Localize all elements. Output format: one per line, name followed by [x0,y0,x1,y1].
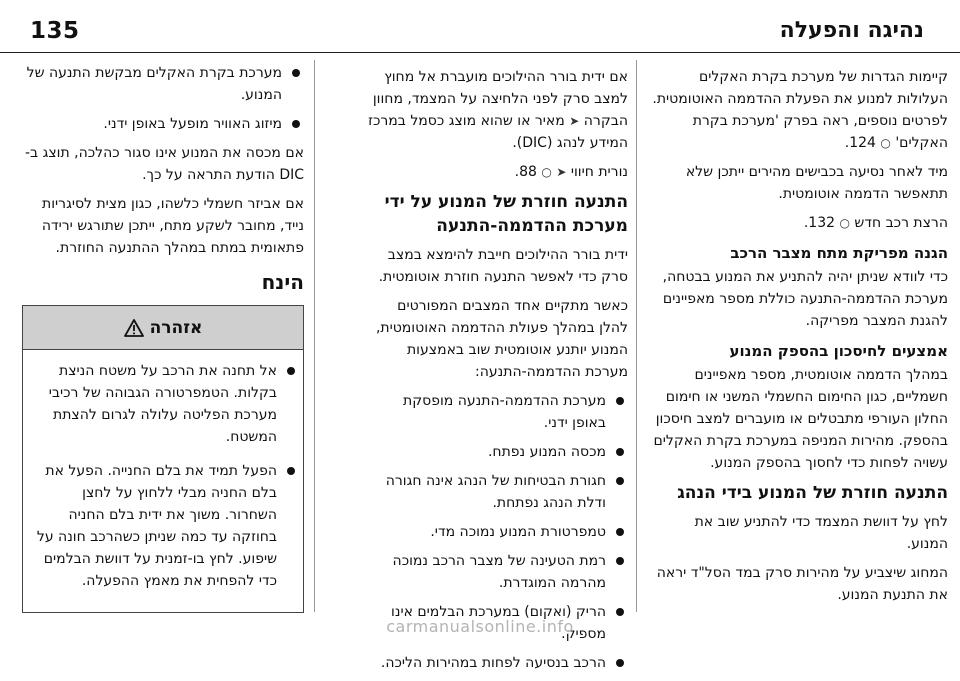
middle-column [366,66,628,681]
battery-protection-heading: הגנה מפריקת מתח מצבר הרכב [730,244,948,262]
power-saving-paragraph: במהלך הדממה אוטומטית, מספר מאפיינים חשמליים, כגון החימום החשמלי המשני או חימום החלון העורפי מתבטלים או מועברים למצב חיסכון בהספק. מהירות המניפה במערכת בקרת האקלים עשויה לפחות כדי לחסוך בהספק המנוע. [653,367,948,471]
section-title: נהיגה והפעלה [779,18,924,43]
bullet-icon [287,367,295,375]
list-item: הריק (ואקום) במערכת הבלמים אינו מספיק. [366,601,628,645]
neutral-paragraph: ידית בורר ההילוכים חייבת להימצא במצב סרק כדי לאפשר התנעה חוזרת אוטומטית. [378,247,628,285]
page-header [0,0,960,52]
warning-triangle-icon [124,319,144,337]
header-rule [0,52,960,53]
list-item: הפעל תמיד את בלם החנייה. הפעל את בלם החניה מבלי ללחוץ על לחצן השחרור. משוך את ידית בלם החניה בחוזקה עד כמה שניתן כשהרכב חונה על שיפוע. לחץ בו-זמנית על דוושת הבלמים כדי להפחית את מאמץ ההפעלה. [29,460,299,592]
bullet-icon [292,120,300,128]
list-item: מערכת ההדממה-התנעה מופסקת באופן ידני. [366,390,628,434]
auto-stop-icon: ➤ [556,165,567,179]
parking-heading: הינח [261,270,304,294]
list-item: מיזוג האוויר מופעל באופן ידני. [22,113,304,135]
battery-protection-paragraph: כדי לוודא שניתן יהיה להתניע את המנוע בבטחה, מערכת ההדממה-התנעה כוללת מספר מאפיינים להגנת המצבר מפריקה. [662,269,948,329]
warning-box [22,305,304,613]
hood-paragraph: אם מכסה את המנוע אינו סגור כהלכה, תוצג ב-DIC הודעת התראה על כך. [24,145,304,183]
highway-paragraph: מיד לאחר נסיעה בכבישים מהירים ייתכן שלא תתאפשר הדממה אוטומטית. [685,164,948,202]
bullet-icon [616,557,624,565]
warning-body [23,350,303,612]
gear-lever-paragraph: אם ידית בורר ההילוכים מועברת אל מחוץ למצב סרק לפני הלחיצה על המצמד, מחוון הבקרה ➤ מאיר או שהוא מוצג כסמל במרכז המידע לנהג (DIC). [368,69,628,151]
bullet-icon [292,69,300,77]
list-item: מערכת בקרת האקלים מבקשת התנעה של המנוע. [22,62,304,106]
bullet-icon [616,528,624,536]
bullet-icon [616,659,624,667]
climate-paragraph: קיימות הגדרות של מערכת בקרת האקלים העלולות למנוע את הפעלת ההדממה האוטומטית. לפרטים נוספים, ראה בפרק 'מערכת בקרת האקלים' ○ 124. [652,69,948,151]
driver-restart-heading: התנעה חוזרת של המנוע בידי הנהג [677,483,948,503]
page-ref[interactable]: 132 [808,215,836,231]
page-number: 135 [30,18,80,44]
list-item: מכסה המנוע נפתח. [366,441,628,463]
left-column [22,62,304,613]
bullet-icon [616,448,624,456]
clutch-paragraph: לחץ על דוושת המצמד כדי להתניע שוב את המנוע. [694,514,948,552]
indicator-ref-paragraph: נורית חיווי ➤ ○ 88. [514,164,628,180]
bullet-icon [616,608,624,616]
page-ref-icon: ○ [880,136,891,150]
restart-conditions-continued [22,62,304,135]
auto-stop-icon: ➤ [569,114,580,128]
watermark: carmanualsonline.info [386,617,574,636]
right-column [652,66,948,613]
warning-list [29,360,299,592]
tachometer-paragraph: המחוג שיצביע על מהירות סרק במד הסל"ד יראה את התנעת המנוע. [656,565,948,603]
bullet-icon [287,467,295,475]
list-item: אל תחנה את הרכב על משטח הניצת בקלות. הטמפרטורה הגבוהה של רכיבי מערכת הפליטה עלולה לגרום להצתת המשטח. [29,360,299,448]
conditions-paragraph: כאשר מתקיים אחד המצבים המפורטים להלן במהלך פעולת ההדממה האוטומטית, המנוע יותנע אוטומטית שוב באמצעות מערכת ההדממה-התנעה: [375,298,628,380]
list-item: הרכב בנסיעה לפחות במהירות הליכה. [366,652,628,674]
accessory-paragraph: אם אביזר חשמלי כלשהו, כגון מצית לסיגריות נייד, מחובר לשקע מתח, ייתכן שתורגש ירידה פתאומית במתח במהלך ההתנעה החוזרת. [41,196,304,256]
warning-header [23,306,303,350]
warning-title: אזהרה [149,317,203,338]
page-ref[interactable]: 88 [519,164,537,180]
page-ref-icon: ○ [541,165,552,179]
system-restart-heading: התנעה חוזרת של המנוע על ידי מערכת ההדממה-התנעה [384,192,628,236]
bullet-icon [616,477,624,485]
page-ref-icon: ○ [839,216,850,230]
bullet-icon [616,397,624,405]
list-item: רמת הטעינה של מצבר הרכב נמוכה מהרמה המוגדרת. [366,550,628,594]
column-divider-left [314,60,315,612]
break-in-paragraph: הרצת רכב חדש ○ 132. [803,215,948,231]
list-item: טמפרטורת המנוע נמוכה מדי. [366,521,628,543]
column-divider-right [636,60,637,612]
page-ref[interactable]: 124 [849,135,876,151]
power-saving-heading: אמצעים לחיסכון בהספק המנוע [729,342,948,360]
list-item: חגורת הבטיחות של הנהג אינה חגורה ודלת הנהג נפתחת. [366,470,628,514]
